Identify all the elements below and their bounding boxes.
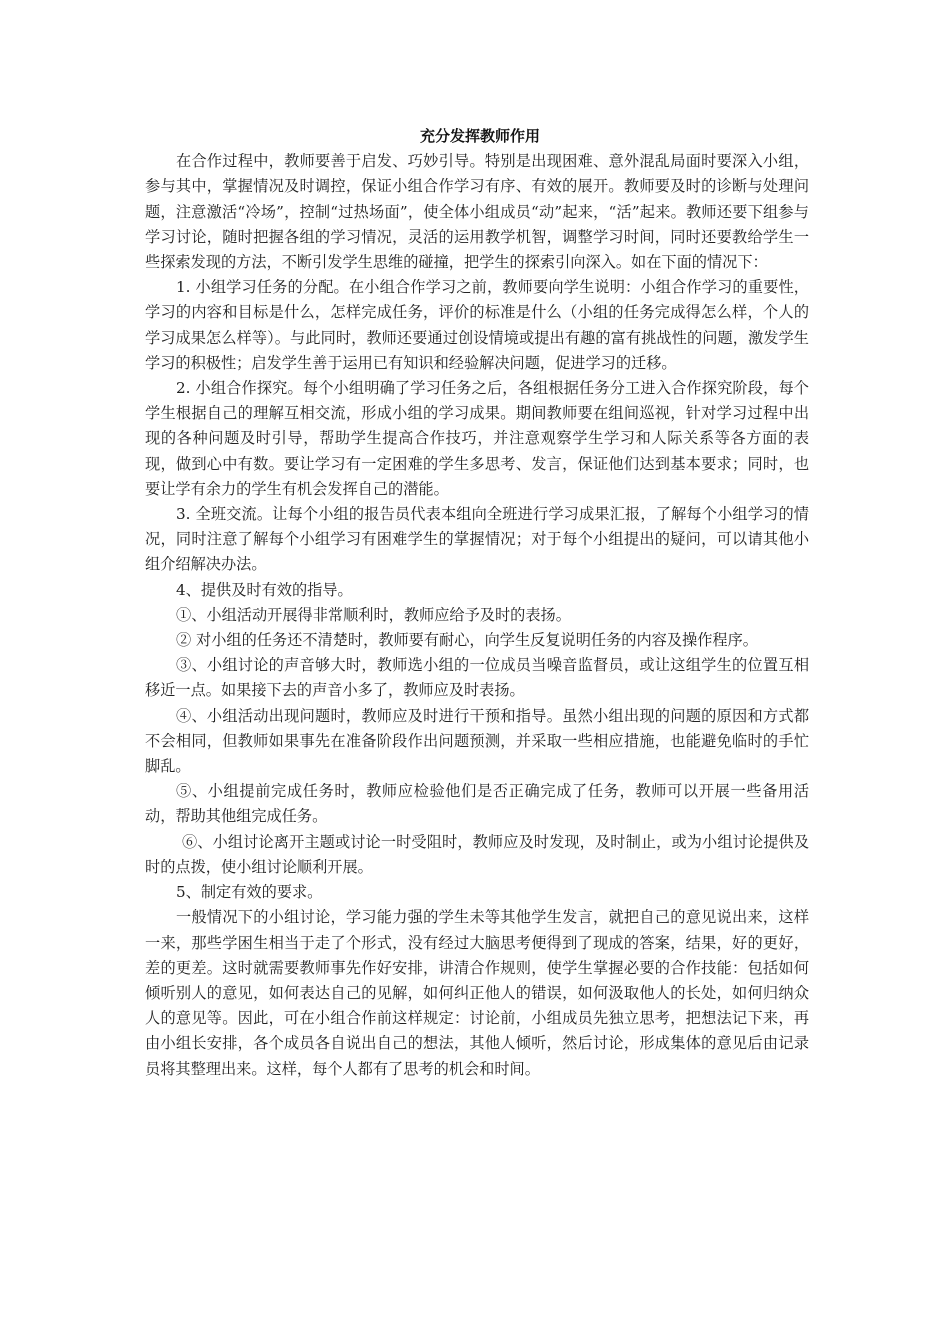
document-body bbox=[145, 124, 809, 1082]
guidance-item-4: ④、小组活动出现问题时，教师应及时进行干预和指导。虽然小组出现的问题的原因和方式都不会相同，但教师如果事先在准备阶段作出问题预测，并采取一些相应措施，也能避免临时的手忙脚乱。 bbox=[145, 706, 809, 776]
guidance-item-2: ② 对小组的任务还不清楚时，教师要有耐心，向学生反复说明任务的内容及操作程序。 bbox=[176, 631, 758, 650]
guidance-item-1: ①、小组活动开展得非常顺利时，教师应给予及时的表扬。 bbox=[176, 605, 571, 624]
section-5-heading: 5、制定有效的要求。 bbox=[176, 883, 323, 902]
closing-paragraph: 一般情况下的小组讨论，学习能力强的学生未等其他学生发言，就把自己的意见说出来，这样一来，那些学困生相当于走了个形式，没有经过大脑思考便得到了现成的答案，结果，好的更好，差的更差。这时就需要教师事先作好安排，讲清合作规则，使学生掌握必要的合作技能：包括如何倾听别人的意见，如何表达自己的见解，如何纠正他人的错误，如何汲取他人的长处，如何归纳众人的意见等。因此，可在小组合作前这样规定：讨论前，小组成员先独立思考，把想法记下来，再由小组长安排，各个成员各自说出自己的想法，其他人倾听，然后讨论，形成集体的意见后由记录员将其整理出来。这样，每个人都有了思考的机会和时间。 bbox=[145, 908, 809, 1078]
guidance-item-3: ③、小组讨论的声音够大时，教师选小组的一位成员当噪音监督员，或让这组学生的位置互相移近一点。如果接下去的声音小多了，教师应及时表扬。 bbox=[145, 656, 809, 700]
section-2-group-inquiry: 2. 小组合作探究。每个小组明确了学习任务之后，各组根据任务分工进入合作探究阶段，每个学生根据自己的理解互相交流，形成小组的学习成果。期间教师要在组间巡视，针对学习过程中出现的各种问题及时引导，帮助学生提高合作技巧，并注意观察学生学习和人际关系等各方面的表现，做到心中有数。要让学习有一定困难的学生多思考、发言，保证他们达到基本要求；同时，也要让学有余力的学生有机会发挥自己的潜能。 bbox=[145, 379, 809, 498]
section-4-heading: 4、提供及时有效的指导。 bbox=[176, 580, 353, 599]
page-title: 充分发挥教师作用 bbox=[419, 127, 540, 145]
guidance-item-5: ⑤、小组提前完成任务时，教师应检验他们是否正确完成了任务，教师可以开展一些备用活动，帮助其他组完成任务。 bbox=[145, 782, 809, 826]
section-1-task-assignment: 1. 小组学习任务的分配。在小组合作学习之前，教师要向学生说明：小组合作学习的重要性，学习的内容和目标是什么，怎样完成任务，评价的标准是什么（小组的任务完成得怎么样，个人的学习成果怎么样等）。与此同时，教师还要通过创设情境或提出有趣的富有挑战性的问题，激发学生学习的积极性；启发学生善于运用已有知识和经验解决问题，促进学习的迁移。 bbox=[145, 278, 809, 372]
section-3-class-exchange: 3. 全班交流。让每个小组的报告员代表本组向全班进行学习成果汇报，了解每个小组学习的情况，同时注意了解每个小组学习有困难学生的掌握情况；对于每个小组提出的疑问，可以请其他小组介绍解决办法。 bbox=[145, 505, 809, 574]
guidance-item-6: ⑥、小组讨论离开主题或讨论一时受阻时，教师应及时发现，及时制止，或为小组讨论提供及时的点拨，使小组讨论顺利开展。 bbox=[145, 832, 809, 876]
intro-paragraph: 在合作过程中，教师要善于启发、巧妙引导。特别是出现困难、意外混乱局面时要深入小组，参与其中，掌握情况及时调控，保证小组合作学习有序、有效的展开。教师要及时的诊断与处理问题，注意激活“冷场”，控制“过热场面”，使全体小组成员“动”起来，“活”起来。教师还要下组参与学习讨论，随时把握各组的学习情况，灵活的运用教学机智，调整学习时间，同时还要教给学生一些探索发现的方法，不断引发学生思维的碰撞，把学生的探索引向深入。如在下面的情况下： bbox=[145, 152, 809, 272]
